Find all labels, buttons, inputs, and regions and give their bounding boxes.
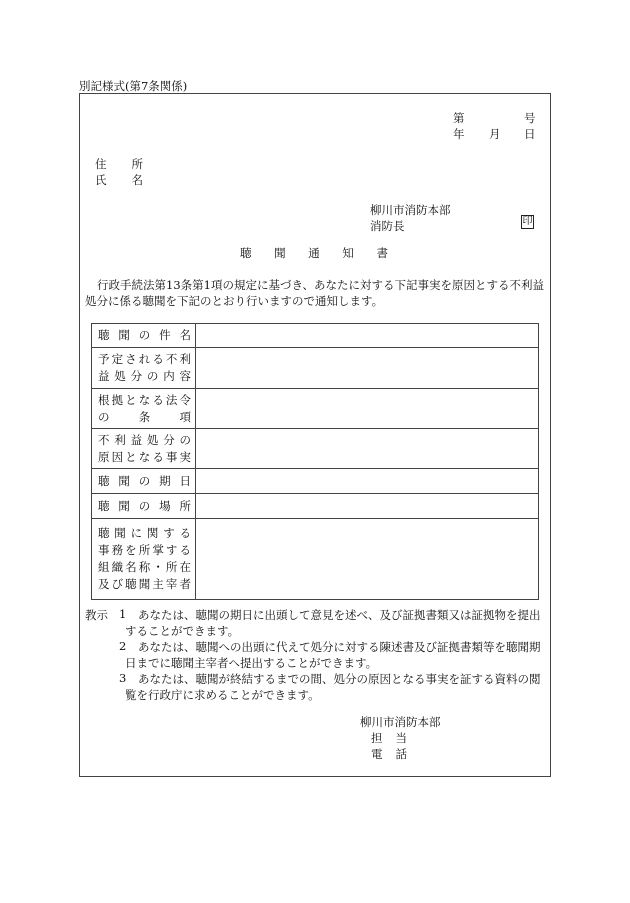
table-row <box>92 429 539 469</box>
row-value <box>196 324 539 348</box>
form-reference: 別記様式(第7条関係) <box>79 79 188 93</box>
row-label: 聴聞の件名 <box>92 324 196 348</box>
table-row <box>92 469 539 494</box>
note-line: あなたは、聴聞が終結するまでの間、処分の原因となる事実を証する資料の閲 <box>138 672 541 686</box>
row-value <box>196 429 539 469</box>
row-value <box>196 494 539 519</box>
date-month-label: 月 <box>489 127 501 141</box>
note-number: 1 <box>119 607 127 621</box>
footer-org: 柳川市消防本部 <box>360 715 441 729</box>
row-label: 根拠となる法令 の 条 項 <box>92 389 196 429</box>
table-row <box>92 389 539 429</box>
note-line: 覧を行政庁に求めることができます。 <box>125 688 320 702</box>
name-label: 氏 名 <box>95 173 143 187</box>
seal-mark: 印 <box>522 216 533 227</box>
table-row <box>92 324 539 348</box>
intro-line-1: 行政手続法第13条第1項の規定に基づき、あなたに対する下記事実を原因とする不利益 <box>97 278 544 292</box>
row-value <box>196 519 539 600</box>
note-line: することができます。 <box>125 624 240 638</box>
note-line: あなたは、聴聞への出頭に代えて処分に対する陳述書及び証拠書類等を聴聞期 <box>138 640 541 654</box>
date-year-label: 年 <box>453 127 465 141</box>
note-number: 3 <box>119 671 127 685</box>
row-label: 聴聞に関する 事務を所掌する 組織名称・所在 及び聴聞主宰者 <box>92 519 196 600</box>
address-label: 住 所 <box>95 157 143 171</box>
document-title: 聴 聞 通 知 書 <box>240 246 388 260</box>
number-dai-label: 第 <box>453 111 465 125</box>
note-line: 日までに聴聞主宰者へ提出することができます。 <box>125 656 378 670</box>
table-row <box>92 494 539 519</box>
number-go-label: 号 <box>524 111 536 125</box>
row-label: 聴聞の期日 <box>92 469 196 494</box>
footer-denwa: 電 話 <box>371 747 407 761</box>
table-row <box>92 519 539 600</box>
table-row <box>92 348 539 389</box>
note-number: 2 <box>119 639 127 653</box>
hearing-table <box>91 323 539 600</box>
row-value <box>196 469 539 494</box>
row-value <box>196 348 539 389</box>
row-label: 不利益処分の 原因となる事実 <box>92 429 196 469</box>
row-label: 予定される不利 益処分の内容 <box>92 348 196 389</box>
sender-chief: 消防長 <box>370 219 405 233</box>
intro-line-2: 処分に係る聴聞を下記のとおり行いますので通知します。 <box>85 294 384 308</box>
notes-label: 教示 <box>85 608 108 622</box>
row-label: 聴聞の場所 <box>92 494 196 519</box>
date-day-label: 日 <box>524 127 536 141</box>
footer-tantou: 担 当 <box>371 731 407 745</box>
sender-org: 柳川市消防本部 <box>370 203 451 217</box>
row-value <box>196 389 539 429</box>
note-line: あなたは、聴聞の期日に出頭して意見を述べ、及び証拠書類又は証拠物を提出 <box>138 608 541 622</box>
